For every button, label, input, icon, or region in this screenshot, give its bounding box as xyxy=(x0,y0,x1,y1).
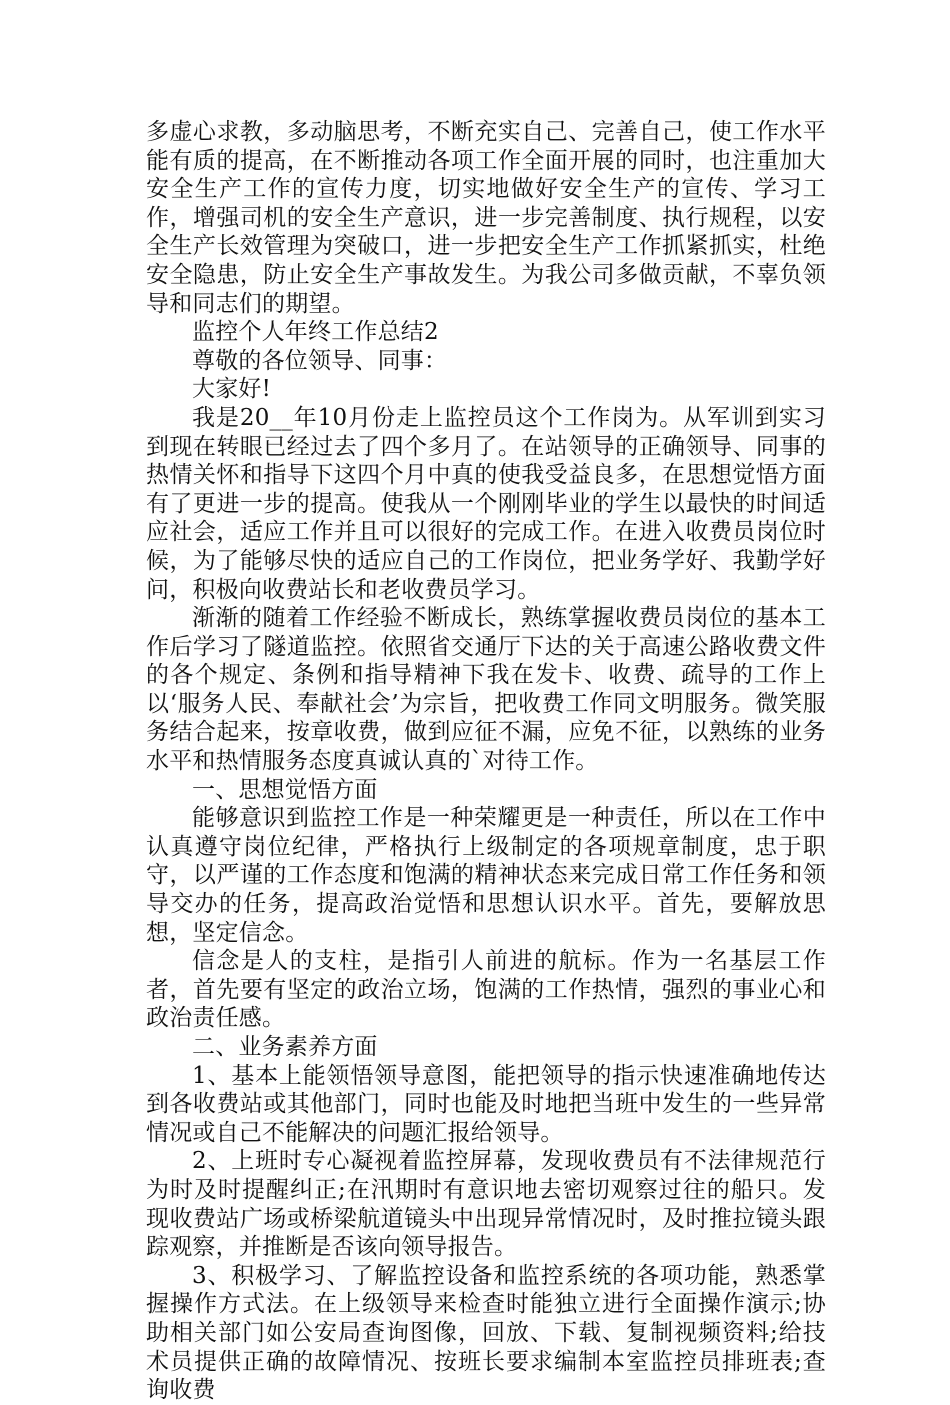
heading-thought: 一、思想觉悟方面 xyxy=(192,776,378,803)
document-page xyxy=(146,118,826,1405)
paragraph: 能够意识到监控工作是一种荣耀更是一种责任，所以在工作中认真遵守岗位纪律，严格执行上级制定的各项规章制度，忠于职守，以严谨的工作态度和饱满的精神状态来完成日常工作任务和领导交办的任务，提高政治觉悟和思想认识水平。首先，要解放思想，坚定信念。 xyxy=(146,805,826,946)
paragraph-continuation: 多虚心求教，多动脑思考，不断充实自己、完善自己，使工作水平能有质的提高，在不断推动各项工作全面开展的同时，也注重加大安全生产工作的宣传力度，切实地做好安全生产的宣传、学习工作，增强司机的安全生产意识，进一步完善制度、执行规程，以安全生产长效管理为突破口，进一步把安全生产工作抓紧抓实，杜绝安全隐患，防止安全生产事故发生。为我公司多做贡献，不辜负领导和同志们的期望。 xyxy=(146,119,826,317)
section-title: 监控个人年终工作总结2 xyxy=(192,319,439,346)
list-item: 3、积极学习、了解监控设备和监控系统的各项功能，熟悉掌握操作方式法。在上级领导来检查时能独立进行全面操作演示;协助相关部门如公安局查询图像，回放、下载、复制视频资料;给技术员提供正确的故障情况、按班长要求编制本室监控员排班表;查询收费 xyxy=(146,1262,826,1404)
paragraph: 信念是人的支柱，是指引人前进的航标。作为一名基层工作者，首先要有坚定的政治立场，饱满的工作热情，强烈的事业心和政治责任感。 xyxy=(146,948,826,1032)
list-item: 2、上班时专心凝视着监控屏幕，发现收费员有不法律规范行为时及时提醒纠正;在汛期时有意识地去密切观察过往的船只。发现收费站广场或桥梁航道镜头中出现异常情况时，及时推拉镜头跟踪观察，并推断是否该向领导报告。 xyxy=(146,1148,826,1261)
salutation: 尊敬的各位领导、同事： xyxy=(192,347,448,374)
paragraph: 渐渐的随着工作经验不断成长，熟练掌握收费员岗位的基本工作后学习了隧道监控。依照省交通厅下达的关于高速公路收费文件的各个规定、条例和指导精神下我在发卡、收费、疏导的工作上以‘服务人民、奉献社会’为宗旨，把收费工作同文明服务。微笑服务结合起来，按章收费，做到应征不漏，应免不征，以熟练的业务水平和热情服务态度真诚认真的`对待工作。 xyxy=(146,605,826,775)
paragraph: 我是20__年10月份走上监控员这个工作岗为。从军训到实习到现在转眼已经过去了四个多月了。在站领导的正确领导、同事的热情关怀和指导下这四个月中真的使我受益良多，在思想觉悟方面有了更进一步的提高。使我从一个刚刚毕业的学生以最快的时间适应社会，适应工作并且可以很好的完成工作。在进入收费员岗位时候，为了能够尽快的适应自己的工作岗位，把业务学好、我勤学好问，积极向收费站长和老收费员学习。 xyxy=(146,404,826,603)
heading-business: 二、业务素养方面 xyxy=(192,1034,378,1060)
greeting: 大家好! xyxy=(192,376,272,403)
list-item: 1、基本上能领悟领导意图，能把领导的指示快速准确地传达到各收费站或其他部门，同时也能及时地把当班中发生的一些异常情况或自己不能解决的问题汇报给领导。 xyxy=(146,1062,826,1146)
